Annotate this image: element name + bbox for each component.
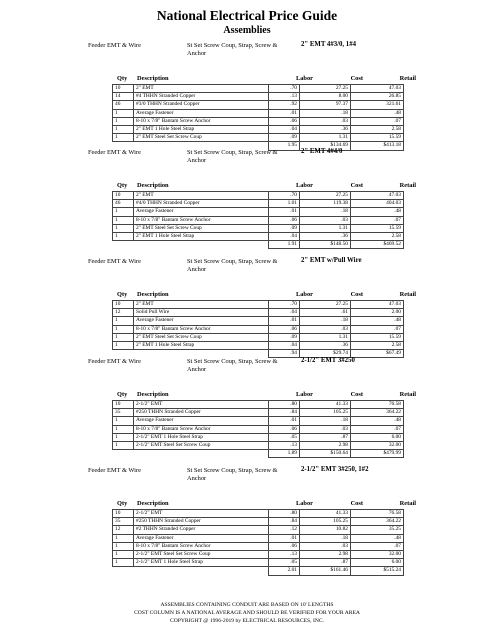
column-header-qty: Qty <box>117 75 128 82</box>
footer-note-cost: COST COLUMN IS A NATIONAL AVERAGE AND SHOULD BE VERIFIED FOR YOUR AREA <box>134 610 360 616</box>
labor-cell: .09 <box>269 224 300 232</box>
items-table <box>112 191 404 249</box>
retail-cell: 6.00 <box>351 559 404 567</box>
section-category: Feeder EMT & Wire <box>88 258 141 265</box>
table-row <box>113 559 404 567</box>
description-cell: #3/0 THHN Stranded Copper <box>134 101 269 109</box>
section-header <box>0 465 494 499</box>
column-header-retail: Retail <box>399 500 416 507</box>
section-header <box>0 40 494 74</box>
section-header <box>0 356 494 390</box>
table-row <box>113 341 404 349</box>
labor-cell: 1.01 <box>269 200 300 208</box>
items-table <box>112 509 404 576</box>
qty-cell: 1 <box>113 232 134 240</box>
total-labor-cell: 1.89 <box>269 450 300 458</box>
description-cell: 2-1/2" EMT 1 Hole Steel Strap <box>134 433 269 441</box>
section-category: Feeder EMT & Wire <box>88 149 141 156</box>
qty-cell: 10 <box>113 192 134 200</box>
cost-cell: .36 <box>300 341 351 349</box>
qty-cell: 1 <box>113 224 134 232</box>
retail-cell: .48 <box>351 534 404 542</box>
qty-cell: 10 <box>113 401 134 409</box>
description-cell: 2" EMT Steel Set Screw Coup <box>134 134 269 142</box>
column-header-retail: Retail <box>399 75 416 82</box>
labor-cell: .06 <box>269 425 300 433</box>
cost-cell: .18 <box>300 317 351 325</box>
column-header-description: Description <box>137 75 169 82</box>
description-cell: 2-1/2" EMT <box>134 510 269 518</box>
description-cell: 8-10 x 7/8" Bantam Screw Anchor <box>134 542 269 550</box>
section-assembly-name: 2" EMT 4#4/0 <box>301 148 343 155</box>
section-subcategory: St Set Screw Coup, Strap, Screw & Anchor <box>187 42 278 57</box>
cost-cell: .18 <box>300 417 351 425</box>
table-row <box>113 208 404 216</box>
cost-cell: .18 <box>300 208 351 216</box>
column-header-description: Description <box>137 391 169 398</box>
qty-cell: 1 <box>113 559 134 567</box>
column-header-row <box>0 390 494 400</box>
total-retail-cell: $67.49 <box>351 350 404 358</box>
description-cell: #250 THHN Stranded Copper <box>134 409 269 417</box>
total-labor-cell: .94 <box>269 350 300 358</box>
description-cell: 2-1/2" EMT 1 Hole Steel Strap <box>134 559 269 567</box>
labor-cell: .09 <box>269 134 300 142</box>
column-header-row <box>0 181 494 191</box>
description-cell: 2-1/2" EMT <box>134 401 269 409</box>
section-category: Feeder EMT & Wire <box>88 467 141 474</box>
assembly-section <box>0 147 494 249</box>
cost-cell: 2.98 <box>300 550 351 558</box>
cost-cell: .36 <box>300 232 351 240</box>
retail-cell: 364.22 <box>351 518 404 526</box>
retail-cell: 2.58 <box>351 125 404 133</box>
blank-cell <box>134 567 269 575</box>
column-header-cost: Cost <box>350 75 363 82</box>
labor-cell: .13 <box>269 93 300 101</box>
assembly-section <box>0 40 494 151</box>
retail-cell: 15.59 <box>351 333 404 341</box>
table-row <box>113 85 404 93</box>
retail-cell: 364.22 <box>351 409 404 417</box>
column-header-description: Description <box>137 500 169 507</box>
qty-cell: 46 <box>113 200 134 208</box>
labor-cell: .06 <box>269 117 300 125</box>
cost-cell: 10.82 <box>300 526 351 534</box>
cost-cell: .18 <box>300 534 351 542</box>
description-cell: 2-1/2" EMT Steel Set Screw Coup <box>134 441 269 449</box>
cost-cell: 119.38 <box>300 200 351 208</box>
description-cell: 2" EMT <box>134 192 269 200</box>
cost-cell: 97.37 <box>300 101 351 109</box>
retail-cell: 26.85 <box>351 93 404 101</box>
qty-cell: 1 <box>113 341 134 349</box>
retail-cell: 6.00 <box>351 433 404 441</box>
column-header-labor: Labor <box>295 500 313 507</box>
section-subcategory: St Set Screw Coup, Strap, Screw & Anchor <box>187 467 278 482</box>
table-row <box>113 325 404 333</box>
total-cost-cell: $29.74 <box>300 350 351 358</box>
table-row <box>113 518 404 526</box>
description-cell: #4/0 THHN Stranded Copper <box>134 200 269 208</box>
retail-cell: 47.03 <box>351 192 404 200</box>
retail-cell: 321.61 <box>351 101 404 109</box>
cost-cell: 27.25 <box>300 192 351 200</box>
labor-cell: .09 <box>269 333 300 341</box>
description-cell: Average Fastener <box>134 317 269 325</box>
column-header-row <box>0 290 494 300</box>
description-cell: 8-10 x 7/8" Bantam Screw Anchor <box>134 216 269 224</box>
cost-cell: .03 <box>300 542 351 550</box>
cost-cell: .03 <box>300 117 351 125</box>
table-row <box>113 109 404 117</box>
table-row <box>113 200 404 208</box>
retail-cell: 2.58 <box>351 232 404 240</box>
description-cell: #4 THHN Stranded Copper <box>134 93 269 101</box>
cost-cell: 27.25 <box>300 85 351 93</box>
total-retail-cell: $515.24 <box>351 567 404 575</box>
retail-cell: .07 <box>351 325 404 333</box>
qty-cell: 10 <box>113 85 134 93</box>
labor-cell: .80 <box>269 401 300 409</box>
description-cell: 8-10 x 7/8" Bantam Screw Anchor <box>134 325 269 333</box>
description-cell: 2-1/2" EMT Steel Set Screw Coup <box>134 550 269 558</box>
column-header-labor: Labor <box>295 391 313 398</box>
description-cell: 2" EMT Steel Set Screw Coup <box>134 333 269 341</box>
column-header-cost: Cost <box>350 391 363 398</box>
description-cell: #250 THHN Stranded Copper <box>134 518 269 526</box>
cost-cell: .18 <box>300 109 351 117</box>
qty-cell: 1 <box>113 109 134 117</box>
section-header <box>0 147 494 181</box>
retail-cell: 2.58 <box>351 341 404 349</box>
section-subcategory: St Set Screw Coup, Strap, Screw & Anchor <box>187 358 278 373</box>
description-cell: #2 THHN Stranded Copper <box>134 526 269 534</box>
cost-cell: .36 <box>300 125 351 133</box>
retail-cell: 76.58 <box>351 401 404 409</box>
description-cell: 2" EMT Steel Set Screw Coup <box>134 224 269 232</box>
table-row <box>113 317 404 325</box>
retail-cell: 2.00 <box>351 309 404 317</box>
table-row <box>113 232 404 240</box>
section-assembly-name: 2-1/2" EMT 3#250, 1#2 <box>301 466 369 473</box>
section-assembly-name: 2-1/2" EMT 3#250 <box>301 357 355 364</box>
retail-cell: 32.00 <box>351 441 404 449</box>
table-row <box>113 101 404 109</box>
labor-cell: .05 <box>269 559 300 567</box>
qty-cell: 1 <box>113 550 134 558</box>
section-subcategory: St Set Screw Coup, Strap, Screw & Anchor <box>187 149 278 164</box>
total-row <box>113 241 404 249</box>
description-cell: 2" EMT 1 Hole Steel Strap <box>134 232 269 240</box>
table-row <box>113 534 404 542</box>
description-cell: Average Fastener <box>134 534 269 542</box>
table-row <box>113 93 404 101</box>
labor-cell: .13 <box>269 441 300 449</box>
labor-cell: .12 <box>269 526 300 534</box>
table-row <box>113 433 404 441</box>
cost-cell: .61 <box>300 309 351 317</box>
retail-cell: .48 <box>351 208 404 216</box>
labor-cell: .01 <box>269 417 300 425</box>
qty-cell: 1 <box>113 216 134 224</box>
retail-cell: 404.03 <box>351 200 404 208</box>
total-labor-cell: 2.01 <box>269 567 300 575</box>
total-labor-cell: 1.91 <box>269 241 300 249</box>
section-subcategory: St Set Screw Coup, Strap, Screw & Anchor <box>187 258 278 273</box>
labor-cell: .13 <box>269 550 300 558</box>
column-header-retail: Retail <box>399 182 416 189</box>
labor-cell: .04 <box>269 125 300 133</box>
cost-cell: .87 <box>300 559 351 567</box>
qty-cell: 10 <box>113 301 134 309</box>
description-cell: 2" EMT 1 Hole Steel Strap <box>134 125 269 133</box>
labor-cell: .06 <box>269 542 300 550</box>
table-row <box>113 117 404 125</box>
table-row <box>113 192 404 200</box>
total-row <box>113 450 404 458</box>
assembly-section <box>0 256 494 358</box>
column-header-cost: Cost <box>350 182 363 189</box>
qty-cell: 1 <box>113 333 134 341</box>
cost-cell: 105.25 <box>300 409 351 417</box>
cost-cell: 1.31 <box>300 134 351 142</box>
description-cell: 2" EMT <box>134 85 269 93</box>
column-header-retail: Retail <box>399 391 416 398</box>
total-cost-cell: $150.64 <box>300 450 351 458</box>
labor-cell: .70 <box>269 301 300 309</box>
retail-cell: 32.00 <box>351 550 404 558</box>
cost-cell: 1.31 <box>300 333 351 341</box>
items-table <box>112 300 404 358</box>
qty-cell: 1 <box>113 433 134 441</box>
cost-cell: 27.25 <box>300 301 351 309</box>
footer-copyright: COPYRIGHT @ 1996-2019 by ELECTRICAL RESOURCES, INC. <box>169 618 324 624</box>
qty-cell: 1 <box>113 134 134 142</box>
labor-cell: .05 <box>269 433 300 441</box>
column-header-qty: Qty <box>117 291 128 298</box>
table-row <box>113 550 404 558</box>
retail-cell: 76.58 <box>351 510 404 518</box>
table-row <box>113 333 404 341</box>
table-row <box>113 441 404 449</box>
description-cell: Average Fastener <box>134 208 269 216</box>
retail-cell: .07 <box>351 216 404 224</box>
labor-cell: .84 <box>269 409 300 417</box>
cost-cell: 41.33 <box>300 401 351 409</box>
qty-cell: 1 <box>113 325 134 333</box>
total-cost-cell: $161.46 <box>300 567 351 575</box>
blank-cell <box>113 450 134 458</box>
description-cell: 8-10 x 7/8" Bantam Screw Anchor <box>134 425 269 433</box>
description-cell: Average Fastener <box>134 109 269 117</box>
retail-cell: .48 <box>351 417 404 425</box>
total-retail-cell: $413.18 <box>351 142 404 150</box>
labor-cell: .92 <box>269 101 300 109</box>
table-row <box>113 309 404 317</box>
table-row <box>113 526 404 534</box>
table-row <box>113 401 404 409</box>
retail-cell: 35.25 <box>351 526 404 534</box>
cost-cell: 2.98 <box>300 441 351 449</box>
column-header-labor: Labor <box>295 182 313 189</box>
retail-cell: .07 <box>351 117 404 125</box>
qty-cell: 1 <box>113 317 134 325</box>
assembly-section <box>0 356 494 458</box>
column-header-row <box>0 74 494 84</box>
labor-cell: .01 <box>269 317 300 325</box>
labor-cell: .01 <box>269 534 300 542</box>
description-cell: Solid Pull Wire <box>134 309 269 317</box>
labor-cell: .70 <box>269 85 300 93</box>
section-assembly-name: 2" EMT 4#3/0, 1#4 <box>301 41 357 48</box>
labor-cell: .01 <box>269 109 300 117</box>
column-header-qty: Qty <box>117 391 128 398</box>
blank-cell <box>113 241 134 249</box>
retail-cell: 47.03 <box>351 85 404 93</box>
table-row <box>113 425 404 433</box>
retail-cell: 15.59 <box>351 224 404 232</box>
qty-cell: 1 <box>113 417 134 425</box>
cost-cell: .03 <box>300 325 351 333</box>
qty-cell: 1 <box>113 117 134 125</box>
page-subtitle: Assemblies <box>223 25 271 36</box>
column-header-cost: Cost <box>350 291 363 298</box>
qty-cell: 1 <box>113 125 134 133</box>
table-row <box>113 409 404 417</box>
retail-cell: .07 <box>351 425 404 433</box>
column-header-row <box>0 499 494 509</box>
qty-cell: 1 <box>113 208 134 216</box>
blank-cell <box>134 450 269 458</box>
column-header-labor: Labor <box>295 291 313 298</box>
items-table <box>112 400 404 458</box>
labor-cell: .04 <box>269 341 300 349</box>
page-footer <box>0 601 494 625</box>
retail-cell: .07 <box>351 542 404 550</box>
labor-cell: .80 <box>269 510 300 518</box>
section-header <box>0 256 494 290</box>
table-row <box>113 125 404 133</box>
section-assembly-name: 2" EMT w/Pull Wire <box>301 257 362 264</box>
labor-cell: .70 <box>269 192 300 200</box>
column-header-retail: Retail <box>399 291 416 298</box>
qty-cell: 35 <box>113 409 134 417</box>
qty-cell: 46 <box>113 101 134 109</box>
blank-cell <box>113 567 134 575</box>
cost-cell: .87 <box>300 433 351 441</box>
retail-cell: .48 <box>351 317 404 325</box>
qty-cell: 12 <box>113 309 134 317</box>
retail-cell: 15.59 <box>351 134 404 142</box>
qty-cell: 35 <box>113 518 134 526</box>
labor-cell: .01 <box>269 208 300 216</box>
footer-note-lengths: ASSEMBLIES CONTAINING CONDUIT ARE BASED ON 10' LENGTHS <box>160 602 334 608</box>
cost-cell: 8.00 <box>300 93 351 101</box>
qty-cell: 1 <box>113 534 134 542</box>
total-retail-cell: $479.99 <box>351 450 404 458</box>
blank-cell <box>134 241 269 249</box>
qty-cell: 1 <box>113 542 134 550</box>
qty-cell: 1 <box>113 425 134 433</box>
table-row <box>113 510 404 518</box>
description-cell: 2" EMT <box>134 301 269 309</box>
total-cost-cell: $148.50 <box>300 241 351 249</box>
description-cell: 2" EMT 1 Hole Steel Strap <box>134 341 269 349</box>
total-labor-cell: 1.95 <box>269 142 300 150</box>
column-header-qty: Qty <box>117 500 128 507</box>
column-header-labor: Labor <box>295 75 313 82</box>
labor-cell: .84 <box>269 518 300 526</box>
cost-cell: .03 <box>300 216 351 224</box>
total-retail-cell: $469.52 <box>351 241 404 249</box>
section-category: Feeder EMT & Wire <box>88 358 141 365</box>
items-table <box>112 84 404 151</box>
total-cost-cell: $134.69 <box>300 142 351 150</box>
labor-cell: .06 <box>269 325 300 333</box>
table-row <box>113 542 404 550</box>
table-row <box>113 134 404 142</box>
cost-cell: 105.25 <box>300 518 351 526</box>
qty-cell: 1 <box>113 441 134 449</box>
description-cell: Average Fastener <box>134 417 269 425</box>
column-header-qty: Qty <box>117 182 128 189</box>
column-header-cost: Cost <box>350 500 363 507</box>
column-header-description: Description <box>137 182 169 189</box>
labor-cell: .04 <box>269 232 300 240</box>
cost-cell: 1.31 <box>300 224 351 232</box>
table-row <box>113 417 404 425</box>
cost-cell: .03 <box>300 425 351 433</box>
retail-cell: .48 <box>351 109 404 117</box>
retail-cell: 47.03 <box>351 301 404 309</box>
description-cell: 8-10 x 7/8" Bantam Screw Anchor <box>134 117 269 125</box>
qty-cell: 14 <box>113 93 134 101</box>
total-row <box>113 567 404 575</box>
labor-cell: .04 <box>269 309 300 317</box>
labor-cell: .06 <box>269 216 300 224</box>
table-row <box>113 216 404 224</box>
column-header-description: Description <box>137 291 169 298</box>
assembly-section <box>0 465 494 576</box>
table-row <box>113 224 404 232</box>
page-title: National Electrical Price Guide <box>156 8 338 23</box>
qty-cell: 12 <box>113 526 134 534</box>
table-row <box>113 301 404 309</box>
qty-cell: 10 <box>113 510 134 518</box>
section-category: Feeder EMT & Wire <box>88 42 141 49</box>
cost-cell: 41.33 <box>300 510 351 518</box>
